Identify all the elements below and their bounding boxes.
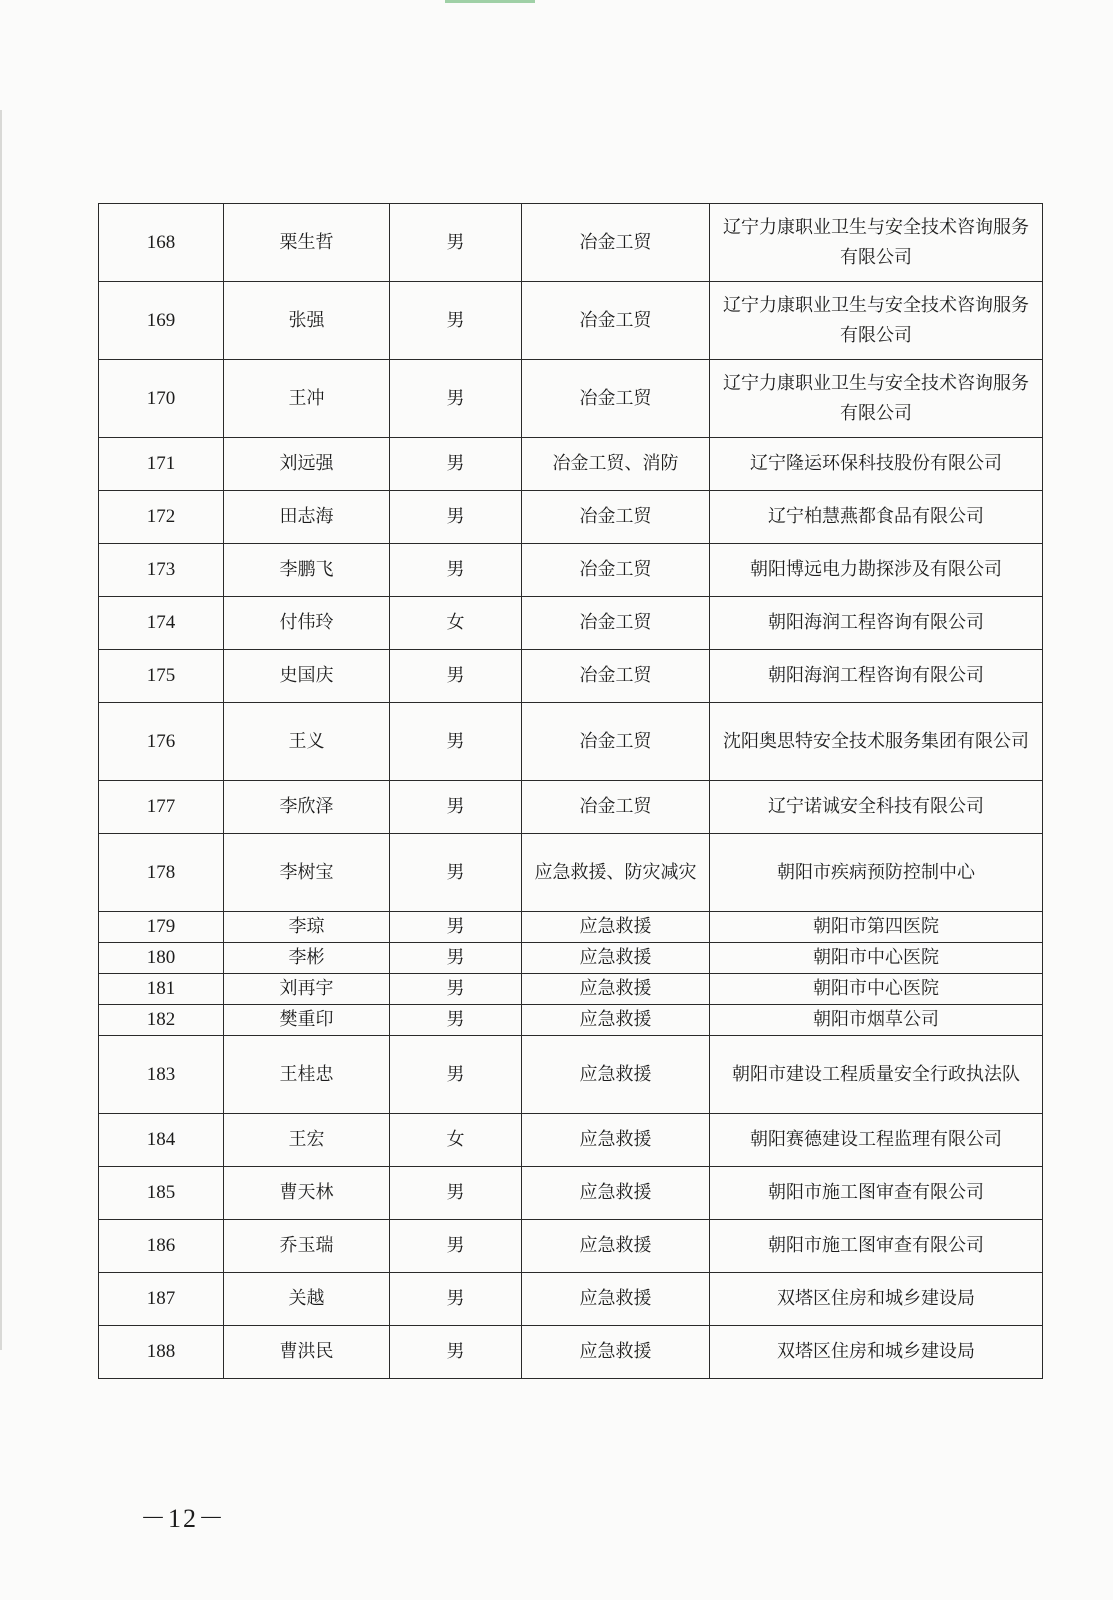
table-row <box>99 438 1043 491</box>
specialty-field: 冶金工贸 <box>522 360 710 438</box>
person-name: 王义 <box>224 703 390 781</box>
row-number: 187 <box>99 1273 224 1326</box>
row-number: 180 <box>99 943 224 974</box>
gender: 男 <box>390 360 522 438</box>
organization: 朝阳市施工图审查有限公司 <box>710 1167 1043 1220</box>
gender: 男 <box>390 544 522 597</box>
table-row <box>99 974 1043 1005</box>
table-row <box>99 204 1043 282</box>
organization: 朝阳博远电力勘探涉及有限公司 <box>710 544 1043 597</box>
gender: 男 <box>390 781 522 834</box>
row-number: 172 <box>99 491 224 544</box>
gender: 女 <box>390 1114 522 1167</box>
row-number: 178 <box>99 834 224 912</box>
organization: 辽宁隆运环保科技股份有限公司 <box>710 438 1043 491</box>
person-name: 李彬 <box>224 943 390 974</box>
person-name: 樊重印 <box>224 1005 390 1036</box>
specialty-field: 应急救援、防灾减灾 <box>522 834 710 912</box>
person-name: 刘再宇 <box>224 974 390 1005</box>
person-name: 刘远强 <box>224 438 390 491</box>
organization: 辽宁力康职业卫生与安全技术咨询服务有限公司 <box>710 204 1043 282</box>
row-number: 188 <box>99 1326 224 1379</box>
specialty-field: 应急救援 <box>522 1167 710 1220</box>
specialty-field: 冶金工贸、消防 <box>522 438 710 491</box>
specialty-field: 应急救援 <box>522 1114 710 1167</box>
gender: 男 <box>390 943 522 974</box>
organization: 朝阳市疾病预防控制中心 <box>710 834 1043 912</box>
organization: 辽宁力康职业卫生与安全技术咨询服务有限公司 <box>710 360 1043 438</box>
gender: 男 <box>390 1167 522 1220</box>
organization: 双塔区住房和城乡建设局 <box>710 1273 1043 1326</box>
top-edge-mark <box>445 0 535 3</box>
person-name: 曹天林 <box>224 1167 390 1220</box>
table-row <box>99 1273 1043 1326</box>
organization: 朝阳市烟草公司 <box>710 1005 1043 1036</box>
table-row <box>99 1036 1043 1114</box>
person-name: 李鹏飞 <box>224 544 390 597</box>
row-number: 183 <box>99 1036 224 1114</box>
table-row <box>99 912 1043 943</box>
specialty-field: 应急救援 <box>522 1036 710 1114</box>
organization: 辽宁柏慧燕都食品有限公司 <box>710 491 1043 544</box>
specialty-field: 冶金工贸 <box>522 282 710 360</box>
table-row <box>99 491 1043 544</box>
page-number: －12－ <box>140 1504 227 1533</box>
specialty-field: 应急救援 <box>522 1273 710 1326</box>
organization: 双塔区住房和城乡建设局 <box>710 1326 1043 1379</box>
organization: 朝阳市中心医院 <box>710 943 1043 974</box>
gender: 男 <box>390 912 522 943</box>
person-name: 李树宝 <box>224 834 390 912</box>
person-name: 王宏 <box>224 1114 390 1167</box>
organization: 朝阳市建设工程质量安全行政执法队 <box>710 1036 1043 1114</box>
organization: 朝阳海润工程咨询有限公司 <box>710 597 1043 650</box>
row-number: 171 <box>99 438 224 491</box>
organization: 沈阳奥思特安全技术服务集团有限公司 <box>710 703 1043 781</box>
table-row <box>99 360 1043 438</box>
gender: 男 <box>390 834 522 912</box>
specialty-field: 应急救援 <box>522 943 710 974</box>
specialty-field: 冶金工贸 <box>522 597 710 650</box>
organization: 辽宁诺诚安全科技有限公司 <box>710 781 1043 834</box>
person-name: 王冲 <box>224 360 390 438</box>
table-row <box>99 1220 1043 1273</box>
row-number: 184 <box>99 1114 224 1167</box>
person-name: 张强 <box>224 282 390 360</box>
organization: 辽宁力康职业卫生与安全技术咨询服务有限公司 <box>710 282 1043 360</box>
person-name: 史国庆 <box>224 650 390 703</box>
row-number: 169 <box>99 282 224 360</box>
gender: 女 <box>390 597 522 650</box>
specialty-field: 应急救援 <box>522 912 710 943</box>
gender: 男 <box>390 703 522 781</box>
table-row <box>99 943 1043 974</box>
row-number: 176 <box>99 703 224 781</box>
scan-edge-shadow <box>0 110 2 1350</box>
gender: 男 <box>390 1036 522 1114</box>
person-name: 田志海 <box>224 491 390 544</box>
table-row <box>99 650 1043 703</box>
organization: 朝阳市第四医院 <box>710 912 1043 943</box>
row-number: 182 <box>99 1005 224 1036</box>
specialty-field: 应急救援 <box>522 1220 710 1273</box>
row-number: 173 <box>99 544 224 597</box>
specialty-field: 应急救援 <box>522 974 710 1005</box>
person-name: 关越 <box>224 1273 390 1326</box>
row-number: 175 <box>99 650 224 703</box>
gender: 男 <box>390 1005 522 1036</box>
row-number: 174 <box>99 597 224 650</box>
table-row <box>99 597 1043 650</box>
person-name: 曹洪民 <box>224 1326 390 1379</box>
organization: 朝阳海润工程咨询有限公司 <box>710 650 1043 703</box>
table-row <box>99 282 1043 360</box>
gender: 男 <box>390 974 522 1005</box>
organization: 朝阳市中心医院 <box>710 974 1043 1005</box>
gender: 男 <box>390 1326 522 1379</box>
person-name: 付伟玲 <box>224 597 390 650</box>
person-name: 栗生哲 <box>224 204 390 282</box>
table-row <box>99 1326 1043 1379</box>
gender: 男 <box>390 1220 522 1273</box>
table-row <box>99 781 1043 834</box>
gender: 男 <box>390 438 522 491</box>
specialty-field: 应急救援 <box>522 1005 710 1036</box>
table-row <box>99 834 1043 912</box>
gender: 男 <box>390 1273 522 1326</box>
organization: 朝阳赛德建设工程监理有限公司 <box>710 1114 1043 1167</box>
specialty-field: 冶金工贸 <box>522 650 710 703</box>
table-row <box>99 1167 1043 1220</box>
row-number: 179 <box>99 912 224 943</box>
row-number: 168 <box>99 204 224 282</box>
person-name: 王桂忠 <box>224 1036 390 1114</box>
specialty-field: 冶金工贸 <box>522 204 710 282</box>
specialty-field: 冶金工贸 <box>522 703 710 781</box>
row-number: 186 <box>99 1220 224 1273</box>
table-row <box>99 703 1043 781</box>
row-number: 185 <box>99 1167 224 1220</box>
gender: 男 <box>390 282 522 360</box>
row-number: 181 <box>99 974 224 1005</box>
table-row <box>99 1005 1043 1036</box>
person-name: 乔玉瑞 <box>224 1220 390 1273</box>
specialty-field: 冶金工贸 <box>522 544 710 597</box>
row-number: 177 <box>99 781 224 834</box>
gender: 男 <box>390 491 522 544</box>
table-row <box>99 544 1043 597</box>
specialty-field: 应急救援 <box>522 1326 710 1379</box>
person-name: 李欣泽 <box>224 781 390 834</box>
organization: 朝阳市施工图审查有限公司 <box>710 1220 1043 1273</box>
person-name: 李琼 <box>224 912 390 943</box>
gender: 男 <box>390 650 522 703</box>
table-row <box>99 1114 1043 1167</box>
gender: 男 <box>390 204 522 282</box>
expert-roster-table <box>98 203 1043 1379</box>
specialty-field: 冶金工贸 <box>522 491 710 544</box>
row-number: 170 <box>99 360 224 438</box>
specialty-field: 冶金工贸 <box>522 781 710 834</box>
